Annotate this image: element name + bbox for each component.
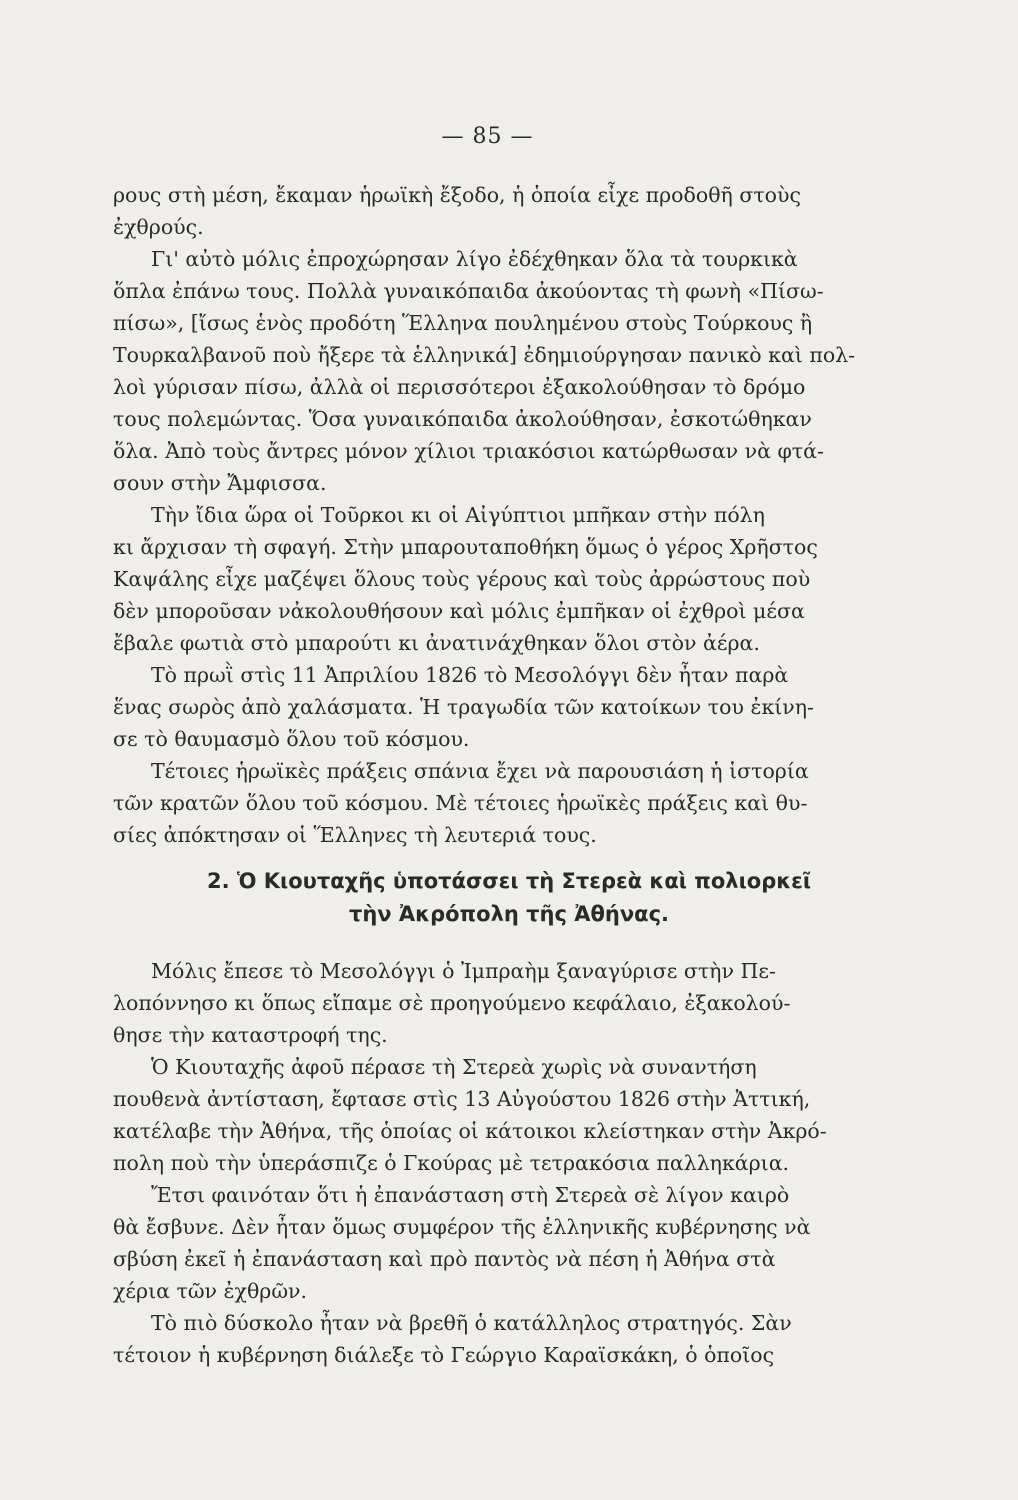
text-line: ὅλα. Ἀπὸ τοὺς ἄντρες μόνον χίλιοι τριακόσιοι κατώρθωσαν νὰ φτά- bbox=[113, 439, 824, 463]
text-line: Καψάλης εἶχε μαζέψει ὅλους τοὺς γέρους καὶ τοὺς ἀρρώστους ποὺ bbox=[113, 567, 811, 591]
text-line: δὲν μποροῦσαν νἀκολουθήσουν καὶ μόλις ἐμπῆκαν οἱ ἐχθροὶ μέσα bbox=[113, 599, 805, 623]
text-line: λοπόννησο κι ὅπως εἴπαμε σὲ προηγούμενο κεφάλαιο, ἐξακολού- bbox=[113, 991, 791, 1015]
text-line: τους πολεμώντας. Ὅσα γυναικόπαιδα ἀκολούθησαν, ἐσκοτώθηκαν bbox=[113, 407, 812, 431]
text-line: Τὴν ἴδια ὥρα οἱ Τοῦρκοι κι οἱ Αἰγύπτιοι μπῆκαν στὴν πόλη bbox=[151, 503, 765, 527]
text-line: Τουρκαλβανοῦ ποὺ ἤξερε τὰ ἑλληνικά] ἐδημιούργησαν πανικὸ καὶ πολ- bbox=[113, 343, 856, 367]
text-line: Ὁ Κιουταχῆς ἀφοῦ πέρασε τὴ Στερεὰ χωρὶς νὰ συναντήση bbox=[151, 1055, 757, 1079]
text-line: Ἔτσι φαινόταν ὅτι ἡ ἐπανάσταση στὴ Στερεὰ σὲ λίγον καιρὸ bbox=[151, 1183, 790, 1207]
text-line: κατέλαβε τὴν Ἀθήνα, τῆς ὁποίας οἱ κάτοικοι κλείστηκαν στὴν Ἀκρό- bbox=[113, 1119, 827, 1143]
text-line: Γι' αὐτὸ μόλις ἐπροχώρησαν λίγο ἐδέχθηκαν ὅλα τὰ τουρκικὰ bbox=[151, 247, 798, 271]
text-line: χέρια τῶν ἐχθρῶν. bbox=[113, 1279, 308, 1303]
text-line: σίες ἀπόκτησαν οἱ Ἕλληνες τὴ λευτεριά τους. bbox=[113, 823, 597, 847]
text-line: Τέτοιες ἡρωϊκὲς πράξεις σπάνια ἔχει νὰ παρουσιάση ἡ ἱστορία bbox=[151, 759, 809, 783]
text-line: τέτοιον ἡ κυβέρνηση διάλεξε τὸ Γεώργιο Καραϊσκάκη, ὁ ὁποῖος bbox=[113, 1343, 775, 1367]
text-line: Τὸ πρωῒ στὶς 11 Ἀπριλίου 1826 τὸ Μεσολόγγι δὲν ἦταν παρὰ bbox=[151, 663, 789, 687]
text-line: Μόλις ἔπεσε τὸ Μεσολόγγι ὁ Ἰμπραὴμ ξαναγύρισε στὴν Πε- bbox=[151, 959, 776, 983]
text-line: ρους στὴ μέση, ἔκαμαν ἡρωϊκὴ ἔξοδο, ἡ ὁποία εἶχε προδοθῆ στοὺς bbox=[113, 183, 801, 207]
page-number: — 85 — bbox=[441, 124, 534, 149]
text-line: σβύση ἐκεῖ ἡ ἐπανάσταση καὶ πρὸ παντὸς νὰ πέση ἡ Ἀθήνα στὰ bbox=[113, 1247, 776, 1271]
text-line: ἕνας σωρὸς ἀπὸ χαλάσματα. Ἡ τραγωδία τῶν κατοίκων του ἐκίνη- bbox=[113, 695, 814, 719]
section-heading-line-2: τὴν Ἀκρόπολη τῆς Ἀθήνας. bbox=[348, 902, 670, 926]
text-line: τῶν κρατῶν ὅλου τοῦ κόσμου. Μὲ τέτοιες ἡρωϊκὲς πράξεις καὶ θυ- bbox=[113, 791, 808, 815]
text-line: πολη ποὺ τὴν ὑπεράσπιζε ὁ Γκούρας μὲ τετρακόσια παλληκάρια. bbox=[113, 1151, 790, 1175]
text-line: σουν στὴν Ἄμφισσα. bbox=[113, 471, 327, 495]
section-heading-line-1: 2. Ὁ Κιουταχῆς ὑποτάσσει τὴ Στερεὰ καὶ πολιορκεῖ bbox=[206, 869, 812, 893]
text-line: λοὶ γύρισαν πίσω, ἀλλὰ οἱ περισσότεροι ἐξακολούθησαν τὸ δρόμο bbox=[113, 375, 806, 399]
text-line: θὰ ἔσβυνε. Δὲν ἦταν ὅμως συμφέρον τῆς ἑλληνικῆς κυβέρνησης νὰ bbox=[113, 1215, 811, 1239]
text-line: ἔβαλε φωτιὰ στὸ μπαρούτι κι ἀνατινάχθηκαν ὅλοι στὸν ἀέρα. bbox=[113, 631, 760, 655]
text-line: σε τὸ θαυμασμὸ ὅλου τοῦ κόσμου. bbox=[113, 727, 470, 751]
text-line: ὅπλα ἐπάνω τους. Πολλὰ γυναικόπαιδα ἀκούοντας τὴ φωνὴ «Πίσω- bbox=[113, 279, 824, 303]
text-line: Τὸ πιὸ δύσκολο ἦταν νὰ βρεθῆ ὁ κατάλληλος στρατηγός. Σὰν bbox=[151, 1311, 792, 1335]
text-line: πουθενὰ ἀντίσταση, ἔφτασε στὶς 13 Αὐγούστου 1826 στὴν Ἀττική, bbox=[113, 1087, 811, 1111]
text-line: ἐχθρούς. bbox=[113, 215, 204, 239]
text-line: θησε τὴν καταστροφή της. bbox=[113, 1023, 388, 1047]
text-line: κι ἄρχισαν τὴ σφαγή. Στὴν μπαρουταποθήκη ὅμως ὁ γέρος Χρῆστος bbox=[113, 535, 818, 559]
text-line: πίσω», [ἴσως ἑνὸς προδότη Ἕλληνα πουλημένου στοὺς Τούρκους ἢ bbox=[113, 311, 813, 335]
